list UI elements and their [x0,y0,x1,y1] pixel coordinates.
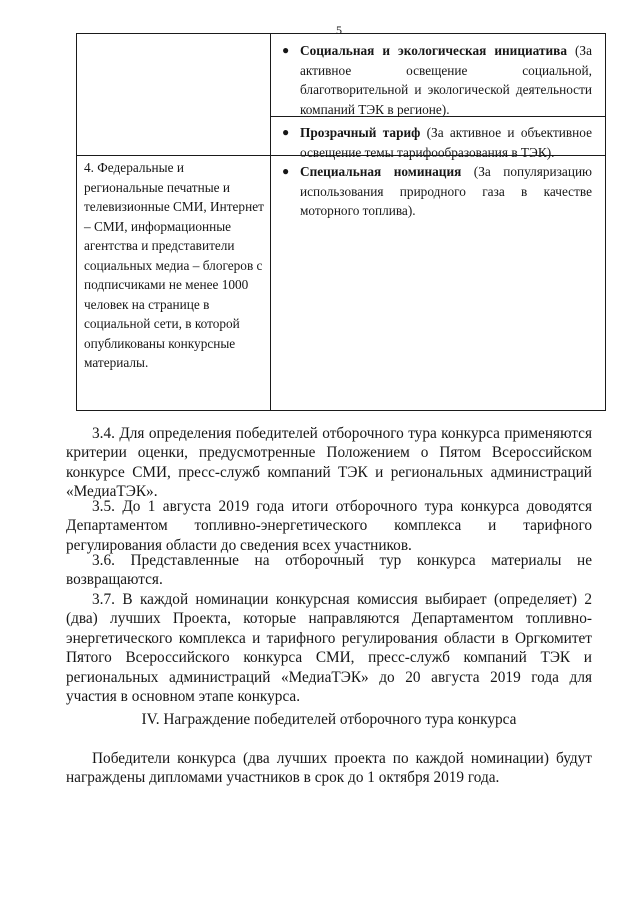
list-item [282,123,592,162]
bullet-icon: ● [282,125,290,139]
nominations-table [76,33,606,411]
paragraph-3-4 [66,424,592,502]
table-cell-participants: 4. Федеральные и региональные печатные и телевизионные СМИ, Интернет – СМИ, информационные агентства и представители социальных медиа – блогеров с подписчиками не менее 1000 человек на странице в социальной сети, в которой опубликованы конкурсные материалы. [84,160,264,370]
bullet-icon: ● [282,43,290,57]
page-number: 5 [336,23,342,37]
paragraph-3-5 [66,497,592,555]
paragraph-text: 3.5. До 1 августа 2019 года итоги отборочного тура конкурса доводятся Департаментом топливно-энергетического комплекса и тарифного регулирования области до сведения всех участников. [66,498,592,554]
nomination-description: (За популяризацию использования природного газа в качестве моторного топлива). [300,164,592,218]
paragraph-text: 3.4. Для определения победителей отборочного тура конкурса применяются критерии оценки, предусмотренные Положением о Пятом Всероссийском конкурсе СМИ, пресс-служб компаний ТЭК и региональных администраций «МедиаТЭК». [66,425,592,501]
nomination-description: (За активное освещение социальной, благотворительной и экологической деятельности компаний ТЭК в регионе). [300,43,592,117]
bullet-icon: ● [282,164,290,178]
table-cell-transparent-tariff [282,123,592,162]
paragraph-final [66,749,592,788]
table-column-divider [270,34,271,410]
paragraph-text: 3.6. Представленные на отборочный тур конкурса материалы не возвращаются. [66,552,592,589]
table-cell-social-initiative [282,41,592,119]
paragraph-text: 3.7. В каждой номинации конкурсная комиссия выбирает (определяет) 2 (два) лучших Проекта, которые направляются Департаментом топливно-энергетического комплекса и тарифного регулирования области в Оргкомитет Пятого Всероссийского конкурса СМИ, пресс-служб компаний ТЭК и региональных администраций «МедиаТЭК» до 20 августа 2019 года для участия в основном этапе конкурса. [66,591,592,706]
paragraph-text: Победители конкурса (два лучших проекта по каждой номинации) будут награждены дипломами участников в срок до 1 октября 2019 года. [66,750,592,787]
list-item [282,162,592,221]
nomination-title: Социальная и экологическая инициатива [300,43,567,58]
section-heading: IV. Награждение победителей отборочного тура конкурса [141,711,517,728]
nomination-description: (За активное и объективное освещение темы тарифообразования в ТЭК). [300,125,592,160]
table-cell-special-nomination [282,162,592,221]
nomination-title: Прозрачный тариф [300,125,421,140]
list-item [282,41,592,119]
paragraph-3-7 [66,590,592,706]
nomination-title: Специальная номинация [300,164,462,179]
paragraph-3-6 [66,551,592,590]
